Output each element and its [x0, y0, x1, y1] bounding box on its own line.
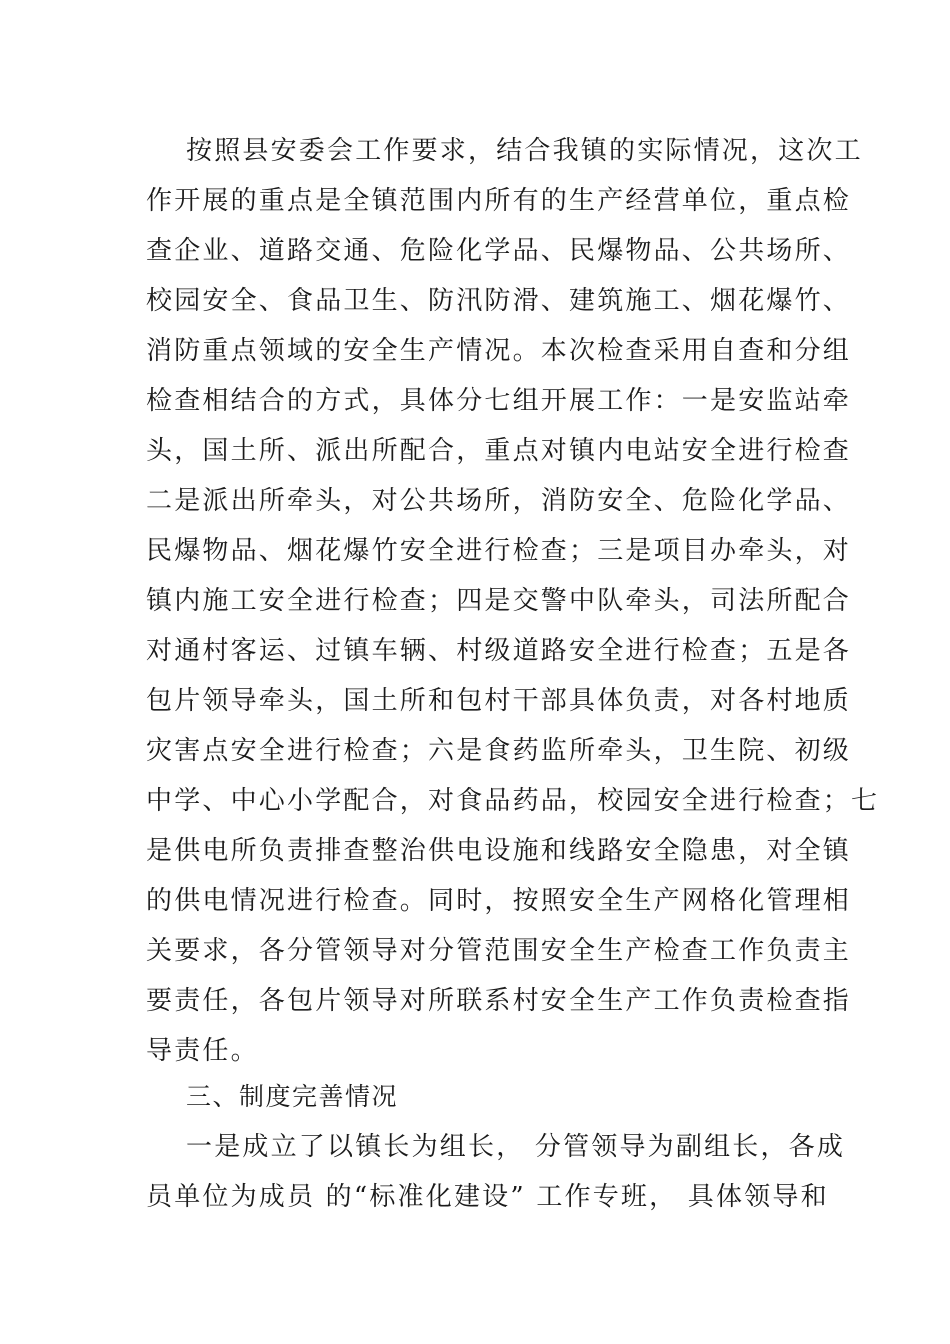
text-line: 检查相结合的方式，具体分七组开展工作：一是安监站牵 [146, 386, 852, 416]
text-line: 关要求，各分管领导对分管范围安全生产检查工作负责主 [146, 936, 852, 966]
text-line: 员单位为成员 的“标准化建设” 工作专班， 具体领导和 [146, 1182, 829, 1212]
text-line: 一是成立了以镇长为组长， 分管领导为副组长，各成 [186, 1132, 846, 1162]
section-heading-text: 三、制度完善情况 [186, 1082, 399, 1111]
text-line: 作开展的重点是全镇范围内所有的生产经营单位，重点检 [146, 186, 852, 216]
text-line: 对通村客运、过镇车辆、村级道路安全进行检查；五是各 [146, 636, 852, 666]
text-line: 民爆物品、烟花爆竹安全进行检查；三是项目办牵头，对 [146, 536, 852, 566]
text-line: 二是派出所牵头，对公共场所，消防安全、危险化学品、 [146, 486, 852, 516]
paragraph-inspection-plan [146, 126, 880, 1076]
text-line: 包片领导牵头，国土所和包村干部具体负责，对各村地质 [146, 686, 852, 716]
section-heading [146, 1072, 816, 1122]
paragraph-system-improvement [146, 1122, 846, 1222]
text-line: 中学、中心小学配合，对食品药品，校园安全进行检查；七 [146, 786, 880, 816]
text-line: 灾害点安全进行检查；六是食药监所牵头，卫生院、初级 [146, 736, 852, 766]
text-line: 是供电所负责排查整治供电设施和线路安全隐患，对全镇 [146, 836, 852, 866]
text-line: 导责任。 [146, 1036, 259, 1066]
text-line: 消防重点领域的安全生产情况。本次检查采用自查和分组 [146, 336, 852, 366]
text-line: 校园安全、食品卫生、防汛防滑、建筑施工、烟花爆竹、 [146, 286, 852, 316]
text-line: 要责任，各包片领导对所联系村安全生产工作负责检查指 [146, 986, 852, 1016]
text-line: 按照县安委会工作要求，结合我镇的实际情况，这次工 [186, 136, 863, 166]
text-line: 查企业、道路交通、危险化学品、民爆物品、公共场所、 [146, 236, 852, 266]
text-line: 头，国土所、派出所配合，重点对镇内电站安全进行检查 [146, 436, 852, 466]
text-line: 镇内施工安全进行检查；四是交警中队牵头，司法所配合 [146, 586, 852, 616]
text-line: 的供电情况进行检查。同时，按照安全生产网格化管理相 [146, 886, 852, 916]
